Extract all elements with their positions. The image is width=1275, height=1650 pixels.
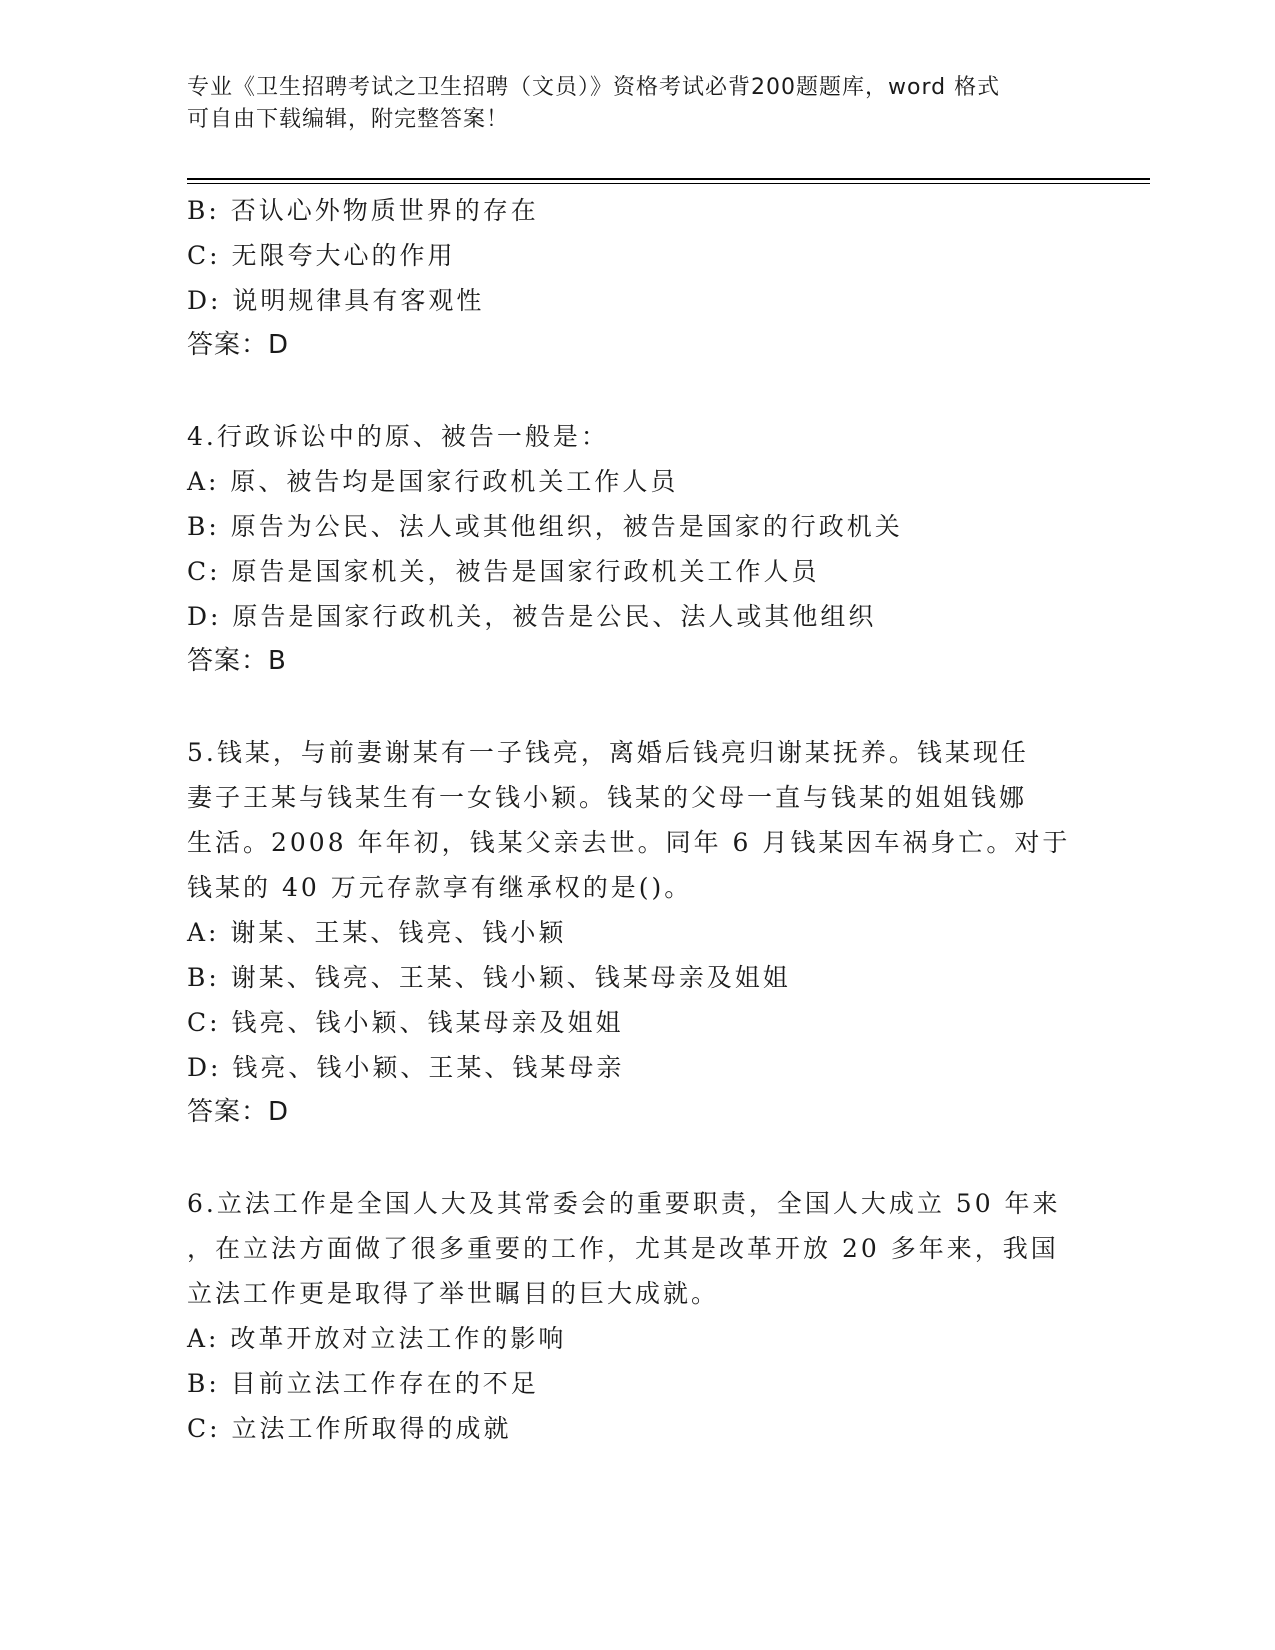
spacer	[187, 368, 1087, 414]
q3-answer: 答案：D	[187, 330, 290, 360]
header-title-line-1: 专业《卫生招聘考试之卫生招聘（文员）》资格考试必背200题题库，word 格式	[187, 75, 1001, 100]
q3-option-d: D: 说明规律具有客观性	[187, 286, 485, 315]
header-title-line-2: 可自由下载编辑，附完整答案！	[187, 107, 510, 132]
question-5	[187, 730, 1087, 1135]
q6-stem-line: ，在立法方面做了很多重要的工作，尤其是改革开放 20 多年来，我国	[187, 1234, 1059, 1263]
q4-stem: 4.行政诉讼中的原、被告一般是：	[187, 422, 609, 451]
header-rule-thin	[187, 183, 1150, 184]
spacer	[187, 684, 1087, 730]
q3-option-c: C: 无限夸大心的作用	[187, 241, 456, 270]
q6-option-b: B: 目前立法工作存在的不足	[187, 1369, 539, 1398]
spacer	[187, 1135, 1087, 1181]
q5-option-b: B: 谢某、钱亮、王某、钱小颖、钱某母亲及姐姐	[187, 963, 791, 992]
question-4	[187, 414, 1087, 684]
q5-option-d: D: 钱亮、钱小颖、王某、钱某母亲	[187, 1053, 625, 1082]
q5-option-a: A: 谢某、王某、钱亮、钱小颖	[187, 918, 567, 947]
document-header	[187, 72, 1067, 136]
q5-stem-line: 钱某的 40 万元存款享有继承权的是()。	[187, 873, 693, 902]
q4-option-d: D: 原告是国家行政机关，被告是公民、法人或其他组织	[187, 602, 877, 631]
question-6	[187, 1181, 1087, 1451]
q5-option-c: C: 钱亮、钱小颖、钱某母亲及姐姐	[187, 1008, 624, 1037]
q5-answer: 答案：D	[187, 1097, 290, 1127]
q4-option-c: C: 原告是国家机关，被告是国家行政机关工作人员	[187, 557, 820, 586]
question-3	[187, 188, 1087, 368]
q3-option-b: B: 否认心外物质世界的存在	[187, 196, 539, 225]
q4-option-a: A: 原、被告均是国家行政机关工作人员	[187, 467, 679, 496]
q5-stem-line: 妻子王某与钱某生有一女钱小颖。钱某的父母一直与钱某的姐姐钱娜	[187, 783, 1028, 812]
q4-answer: 答案：B	[187, 646, 287, 676]
q6-stem-line: 立法工作更是取得了举世瞩目的巨大成就。	[187, 1279, 720, 1308]
question-list	[187, 188, 1087, 1451]
q5-stem-line: 5.钱某，与前妻谢某有一子钱亮，离婚后钱亮归谢某抚养。钱某现任	[187, 738, 1029, 767]
q6-option-a: A: 改革开放对立法工作的影响	[187, 1324, 567, 1353]
header-rule-thick	[187, 178, 1150, 180]
q4-option-b: B: 原告为公民、法人或其他组织，被告是国家的行政机关	[187, 512, 903, 541]
q5-stem-line: 生活。2008 年年初，钱某父亲去世。同年 6 月钱某因车祸身亡。对于	[187, 828, 1071, 857]
q6-stem-line: 6.立法工作是全国人大及其常委会的重要职责，全国人大成立 50 年来	[187, 1189, 1061, 1218]
q6-option-c: C: 立法工作所取得的成就	[187, 1414, 512, 1443]
